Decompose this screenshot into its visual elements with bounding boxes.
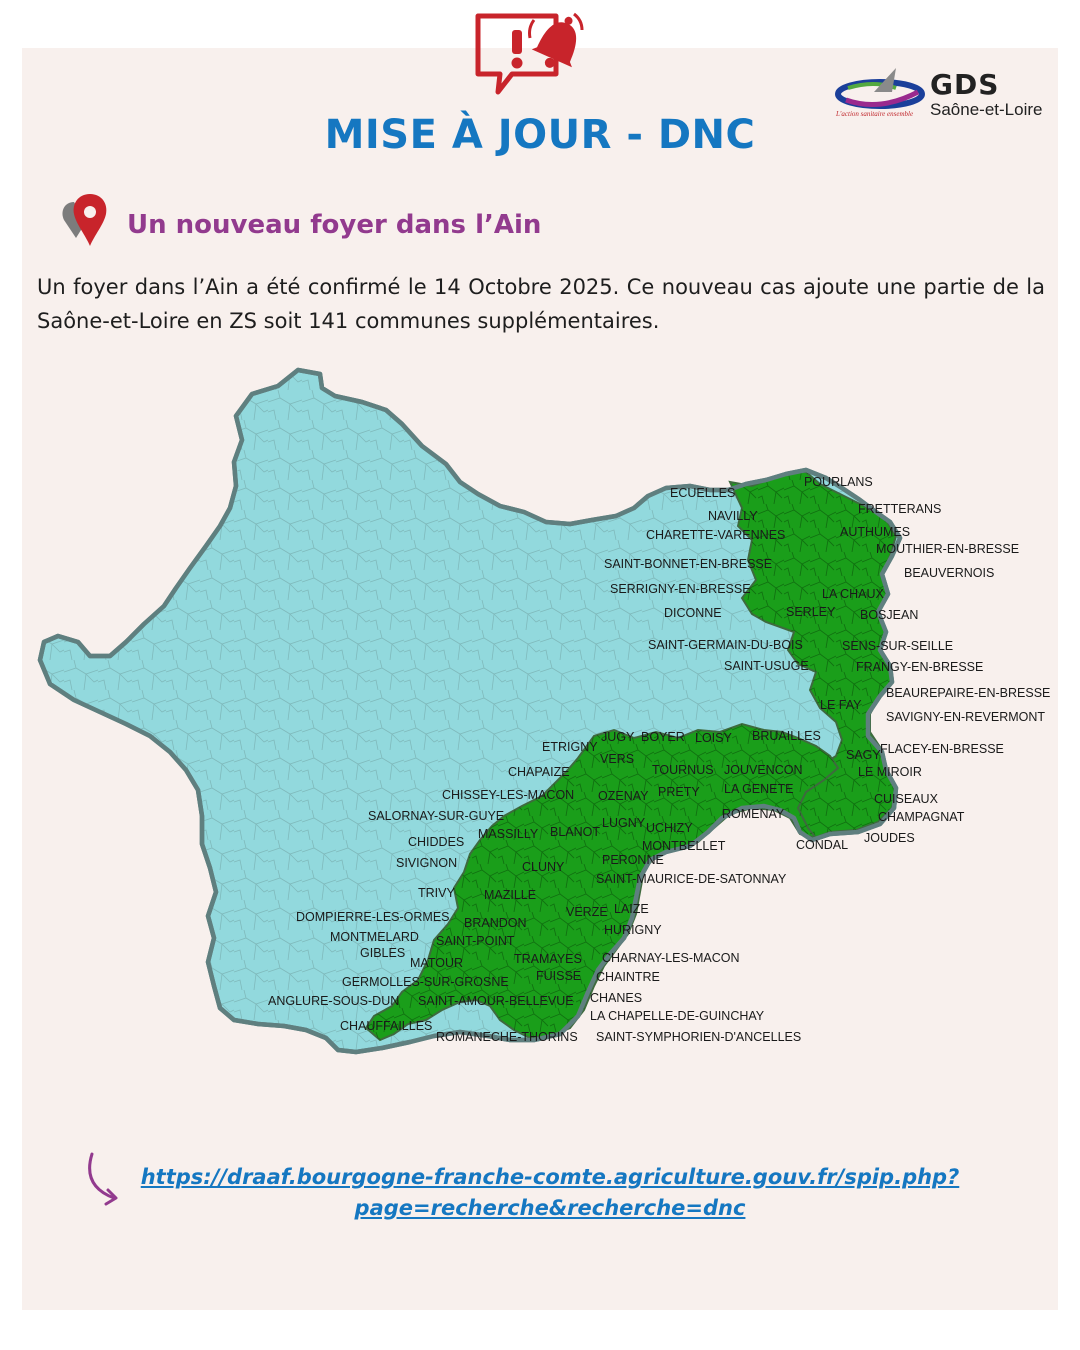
commune-label: TRAMAYES: [514, 952, 582, 966]
commune-label: GERMOLLES-SUR-GROSNE: [342, 975, 509, 989]
commune-label: PERONNE: [602, 853, 664, 867]
commune-label: FRETTERANS: [858, 502, 942, 516]
commune-label: SALORNAY-SUR-GUYE: [368, 809, 505, 823]
commune-label: SENS-SUR-SEILLE: [842, 639, 954, 653]
commune-label: ROMENAY: [722, 807, 785, 821]
commune-label: SAINT-GERMAIN-DU-BOIS: [648, 638, 803, 652]
commune-label: FUISSE: [536, 969, 582, 983]
commune-label: CLUNY: [522, 860, 565, 874]
commune-label: MATOUR: [410, 956, 464, 970]
commune-label: SAINT-AMOUR-BELLEVUE: [418, 994, 574, 1008]
commune-label: CHISSEY-LES-MACON: [442, 788, 575, 802]
link-line-2[interactable]: page=recherche&recherche=dnc: [354, 1196, 746, 1220]
commune-label: CHAMPAGNAT: [878, 810, 965, 824]
commune-label: LOISY: [695, 731, 732, 745]
commune-label: SAINT-MAURICE-DE-SATONNAY: [596, 872, 787, 886]
commune-label: TOURNUS: [652, 763, 714, 777]
section-text: Un foyer dans l’Ain a été confirmé le 14 Octobre 2025. Ce nouveau cas ajoute une partie de la Saône-et-Loire en ZS soit 141 communes supplémentaires.: [37, 275, 1045, 333]
logo-tagline: L'action sanitaire ensemble: [836, 110, 914, 118]
page-title: MISE À JOUR - DNC: [324, 112, 756, 158]
commune-label: CUISEAUX: [874, 792, 938, 806]
commune-label: ANGLURE-SOUS-DUN: [268, 994, 400, 1008]
logo-name: GDS: [930, 68, 1000, 101]
commune-label: SAVIGNY-EN-REVERMONT: [886, 710, 1046, 724]
commune-label: AUTHUMES: [840, 525, 911, 539]
commune-label: FLACEY-EN-BRESSE: [880, 742, 1004, 756]
commune-label: CHARNAY-LES-MACON: [602, 951, 740, 965]
commune-label: GIBLES: [360, 946, 406, 960]
logo-subname: Saône-et-Loire: [930, 100, 1043, 119]
link-line-1[interactable]: https://draaf.bourgogne-franche-comte.agriculture.gouv.fr/spip.php?: [140, 1165, 960, 1189]
commune-label: DICONNE: [664, 606, 722, 620]
zone-map: [30, 360, 1060, 1070]
commune-label: LA CHAPELLE-DE-GUINCHAY: [590, 1009, 765, 1023]
commune-label: LE MIROIR: [858, 765, 922, 779]
commune-label: SAINT-POINT: [436, 934, 515, 948]
commune-label: MONTBELLET: [642, 839, 726, 853]
commune-label: BOYER: [641, 730, 685, 744]
commune-label: LAIZE: [614, 902, 649, 916]
commune-label: SAINT-BONNET-EN-BRESSE: [604, 557, 773, 571]
commune-label: OZENAY: [598, 789, 649, 803]
location-pin-icon: [56, 192, 112, 248]
commune-label: BLANOT: [550, 825, 601, 839]
commune-label: SAINT-SYMPHORIEN-D'ANCELLES: [596, 1030, 802, 1044]
commune-label: LUGNY: [602, 816, 646, 830]
commune-label: NAVILLY: [708, 509, 758, 523]
commune-label: MAZILLE: [484, 888, 537, 902]
commune-label: DOMPIERRE-LES-ORMES: [296, 910, 450, 924]
commune-label: BEAUREPAIRE-EN-BRESSE: [886, 686, 1051, 700]
commune-label: UCHIZY: [646, 821, 693, 835]
section-heading: Un nouveau foyer dans l’Ain: [127, 210, 542, 240]
commune-label: JOUDES: [864, 831, 915, 845]
commune-label: FRANGY-EN-BRESSE: [856, 660, 984, 674]
commune-label: SERRIGNY-EN-BRESSE: [610, 582, 751, 596]
commune-label: SERLEY: [786, 605, 836, 619]
commune-label: CHAINTRE: [596, 970, 660, 984]
commune-label: BRUAILLES: [752, 729, 821, 743]
commune-label: LA CHAUX: [822, 587, 884, 601]
commune-label: TRIVY: [418, 886, 455, 900]
commune-label: CHARETTE-VARENNES: [646, 528, 786, 542]
commune-label: LA GENETE: [724, 782, 794, 796]
alert-bell-icon: [472, 10, 588, 98]
commune-label: CHAPAIZE: [508, 765, 570, 779]
commune-label: POURLANS: [804, 475, 873, 489]
commune-label: HURIGNY: [604, 923, 662, 937]
commune-label: BRANDON: [464, 916, 527, 930]
commune-label: ECUELLES: [670, 486, 736, 500]
commune-label: LE FAY: [820, 698, 862, 712]
commune-label: CHIDDES: [408, 835, 465, 849]
commune-label: CONDAL: [796, 838, 849, 852]
commune-label: BOSJEAN: [860, 608, 919, 622]
commune-label: SAINT-USUGE: [724, 659, 809, 673]
commune-label: MASSILLY: [478, 827, 539, 841]
commune-label: SIVIGNON: [396, 856, 458, 870]
commune-label: BEAUVERNOIS: [904, 566, 995, 580]
commune-label: SAGY: [846, 748, 881, 762]
draaf-link[interactable]: [100, 1162, 1000, 1224]
logo-swirl-icon: [834, 66, 926, 112]
commune-label: JOUVENCON: [724, 763, 803, 777]
commune-label: CHANES: [590, 991, 643, 1005]
commune-label: ROMANECHE-THORINS: [436, 1030, 578, 1044]
commune-label: PRETY: [658, 785, 700, 799]
commune-label: VERS: [600, 752, 635, 766]
commune-label: MONTMELARD: [330, 930, 419, 944]
commune-label: VERZE: [566, 905, 608, 919]
commune-label: ETRIGNY: [542, 740, 598, 754]
commune-label: JUGY: [601, 730, 635, 744]
commune-label: CHAUFFAILLES: [340, 1019, 433, 1033]
commune-label: MOUTHIER-EN-BRESSE: [876, 542, 1020, 556]
